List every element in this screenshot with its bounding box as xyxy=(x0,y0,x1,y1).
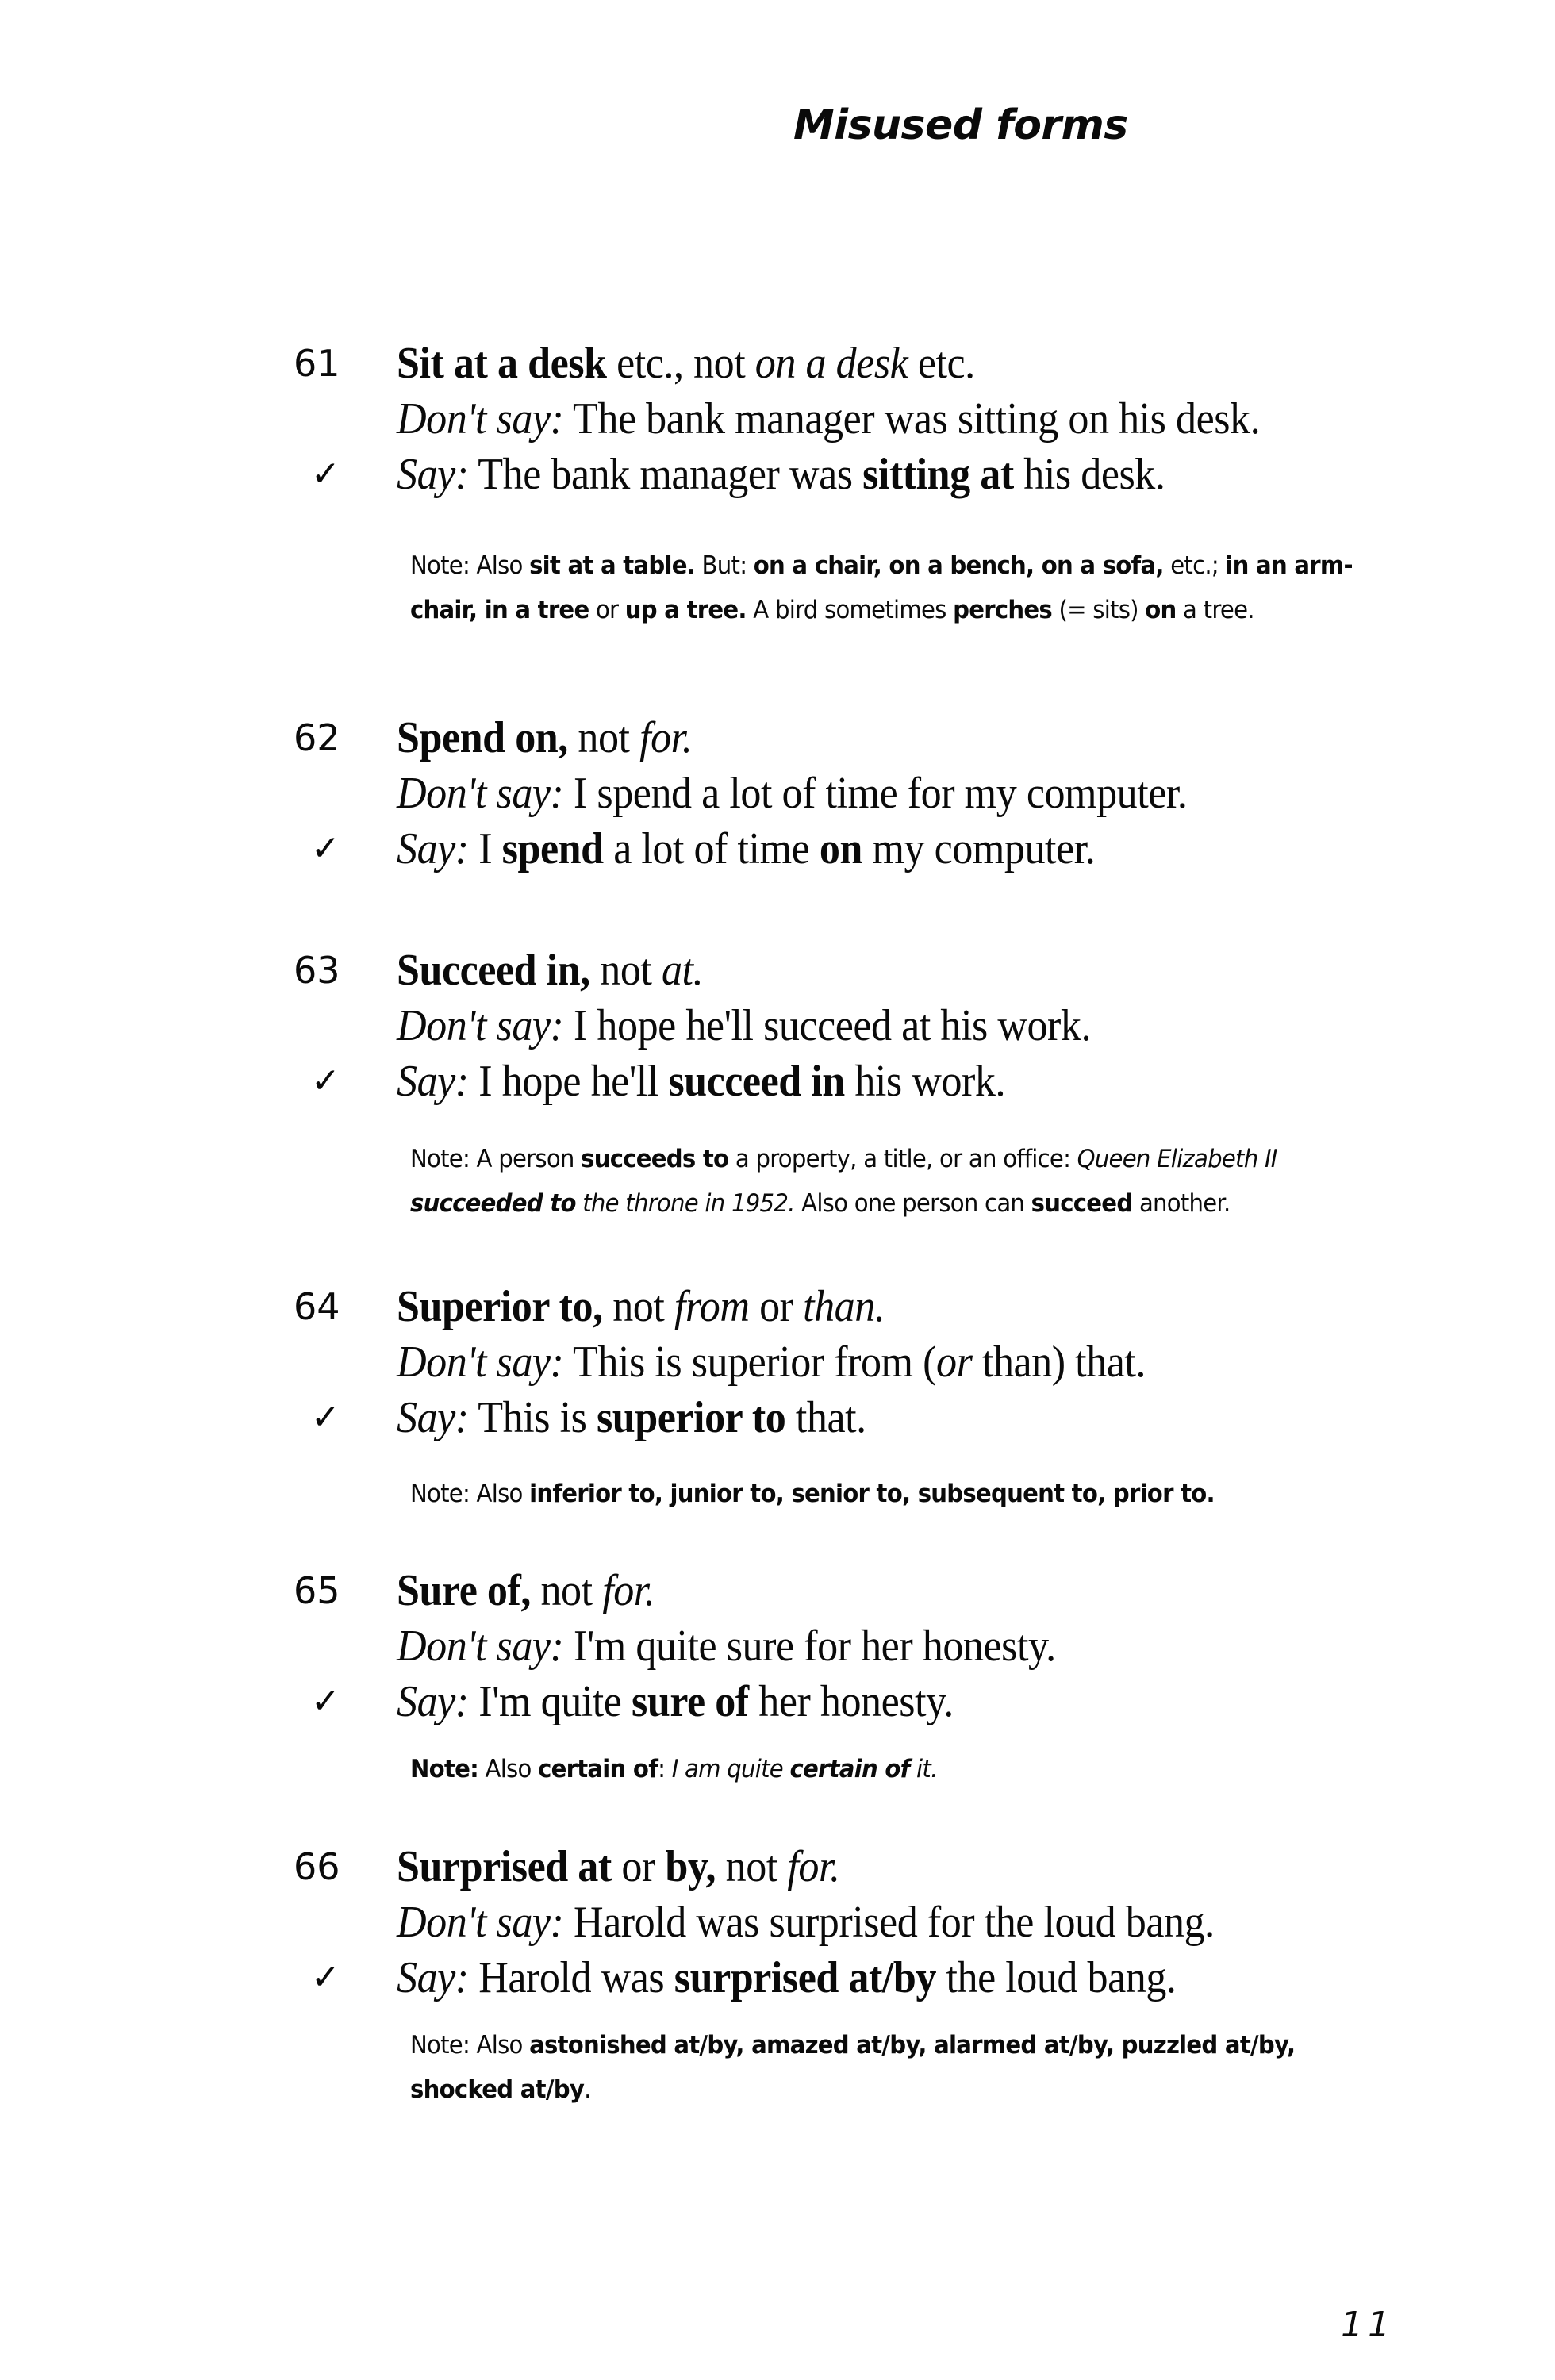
dont-say-example xyxy=(397,766,1187,821)
text-run: This is superior from ( xyxy=(563,1338,937,1387)
text-run: Note: A person xyxy=(410,1145,582,1173)
text-run: Also xyxy=(478,1755,539,1783)
text-run: Say: xyxy=(397,1057,469,1106)
text-run: not xyxy=(589,946,662,995)
text-run: Superior to, xyxy=(397,1282,603,1331)
checkmark-icon: ✓ xyxy=(311,828,340,869)
text-run: her honesty. xyxy=(748,1677,954,1726)
checkmark-icon: ✓ xyxy=(311,1681,340,1722)
text-run: But: xyxy=(695,551,754,580)
text-run: Say: xyxy=(397,824,469,873)
text-run: The bank manager was sitting on his desk. xyxy=(563,394,1261,443)
text-run: Don't say: xyxy=(397,1622,564,1671)
text-run: not xyxy=(567,713,640,762)
text-run: the loud bang. xyxy=(935,1953,1177,2002)
entry-number: 61 xyxy=(294,342,340,385)
text-run: superior to xyxy=(596,1393,786,1442)
entry-number: 63 xyxy=(294,949,340,992)
text-run: Harold was surprised for the loud bang. xyxy=(563,1898,1215,1947)
entry-number: 62 xyxy=(294,716,340,759)
text-run: my computer. xyxy=(862,824,1096,873)
dont-say-example xyxy=(397,391,1260,447)
text-run: etc., not xyxy=(606,339,755,388)
entry-65 xyxy=(0,1563,1555,1783)
text-run: not xyxy=(602,1282,674,1331)
dont-say-example xyxy=(397,1618,1056,1674)
text-run: This is xyxy=(468,1393,597,1442)
text-run: I'm quite xyxy=(468,1677,632,1726)
text-run: the throne in 1952. xyxy=(575,1189,795,1218)
say-example xyxy=(397,821,1095,877)
text-run: his work. xyxy=(844,1057,1006,1106)
rule-heading xyxy=(397,336,975,391)
dont-say-example xyxy=(397,1334,1146,1390)
text-run: it. xyxy=(909,1755,938,1783)
text-run: Note: Also xyxy=(410,551,530,580)
dont-say-example xyxy=(397,998,1091,1054)
rule-heading xyxy=(397,1563,655,1618)
text-run: Don't say: xyxy=(397,1338,564,1387)
text-run: A bird sometimes xyxy=(746,596,954,624)
text-run: a property, a title, or an office: xyxy=(728,1145,1077,1173)
text-run: not xyxy=(716,1842,788,1891)
text-run: for. xyxy=(639,713,693,762)
text-run: : xyxy=(658,1755,672,1783)
dont-say-example xyxy=(397,1894,1215,1950)
text-run: or xyxy=(749,1282,804,1331)
text-run: Queen Elizabeth II xyxy=(1077,1145,1277,1173)
checkmark-icon: ✓ xyxy=(311,454,340,494)
text-run: I am quite xyxy=(671,1755,790,1783)
text-run: I spend a lot of time for my computer. xyxy=(563,769,1188,818)
usage-note xyxy=(410,1472,1402,1516)
text-run: I xyxy=(468,824,502,873)
text-run: (= sits) xyxy=(1051,596,1146,624)
rule-heading xyxy=(397,1839,840,1894)
text-run: Don't say: xyxy=(397,769,564,818)
entry-62 xyxy=(0,710,1555,877)
text-run: succeed in xyxy=(668,1057,845,1106)
text-run: another. xyxy=(1132,1189,1231,1218)
text-run: Don't say: xyxy=(397,1001,564,1050)
text-run: Also one person can xyxy=(794,1189,1031,1218)
text-run: I hope he'll succeed at his work. xyxy=(563,1001,1092,1050)
text-run: on xyxy=(819,824,862,873)
text-run: by, xyxy=(665,1842,716,1891)
text-run: Don't say: xyxy=(397,394,564,443)
text-run: Say: xyxy=(397,1953,469,2002)
text-run: I'm quite sure for her honesty. xyxy=(563,1622,1056,1671)
text-run: spend xyxy=(501,824,604,873)
text-run: Harold was xyxy=(468,1953,674,2002)
text-run: on a chair, on a bench, on a sofa, xyxy=(753,551,1164,580)
text-run: etc.; xyxy=(1163,551,1226,580)
say-example xyxy=(397,1950,1176,2006)
page-number: 11 xyxy=(1341,2305,1395,2345)
text-run: or xyxy=(936,1338,973,1387)
usage-note xyxy=(410,2023,1402,2112)
text-run: a lot of time xyxy=(603,824,820,873)
text-run: a tree. xyxy=(1176,596,1254,624)
text-run: succeeded to xyxy=(410,1189,576,1218)
text-run: . xyxy=(584,2075,591,2104)
entry-number: 66 xyxy=(294,1845,340,1888)
text-run: on a desk xyxy=(754,339,908,388)
text-run: Sit at a desk xyxy=(397,339,607,388)
text-run: succeeds to xyxy=(581,1145,729,1173)
text-run: inferior to, junior to, senior to, subsequent to, prior to. xyxy=(529,1480,1215,1508)
text-run: his desk. xyxy=(1013,450,1165,499)
entry-number: 65 xyxy=(294,1569,340,1612)
entry-64 xyxy=(0,1279,1555,1508)
text-run: succeed xyxy=(1031,1189,1133,1218)
text-run: or xyxy=(589,596,625,624)
text-run: The bank manager was xyxy=(468,450,863,499)
text-run: surprised at/by xyxy=(674,1953,936,2002)
text-run: or xyxy=(611,1842,666,1891)
say-example xyxy=(397,1390,866,1445)
text-run: that. xyxy=(785,1393,866,1442)
text-run: Surprised at xyxy=(397,1842,612,1891)
text-run: Note: Also xyxy=(410,1480,530,1508)
text-run: Spend on, xyxy=(397,713,568,762)
text-run: on xyxy=(1145,596,1177,624)
text-run: Say: xyxy=(397,1677,469,1726)
text-run: in an arm-chair, in a tree xyxy=(410,551,1353,624)
text-run: from xyxy=(674,1282,750,1331)
usage-note xyxy=(410,1747,1402,1791)
text-run: for. xyxy=(602,1566,655,1615)
text-run: certain of xyxy=(789,1755,910,1783)
usage-note xyxy=(410,543,1402,632)
text-run: at. xyxy=(661,946,704,995)
entry-63 xyxy=(0,942,1555,1218)
say-example xyxy=(397,1674,954,1729)
text-run: Succeed in, xyxy=(397,946,590,995)
text-run: than. xyxy=(803,1282,885,1331)
text-run: etc. xyxy=(908,339,975,388)
checkmark-icon: ✓ xyxy=(311,1061,340,1101)
entry-61 xyxy=(0,336,1555,624)
text-run: astonished at/by, amazed at/by, alarmed at/by, puzzled at/by, shocked at/by xyxy=(410,2031,1296,2104)
say-example xyxy=(397,447,1165,502)
rule-heading xyxy=(397,942,703,998)
checkmark-icon: ✓ xyxy=(311,1957,340,1998)
text-run: sitting at xyxy=(862,450,1014,499)
text-run: Note: Also xyxy=(410,2031,530,2059)
text-run: sure of xyxy=(632,1677,749,1726)
text-run: not xyxy=(530,1566,603,1615)
entry-number: 64 xyxy=(294,1285,340,1328)
text-run: Note: xyxy=(410,1755,478,1783)
text-run: I hope he'll xyxy=(468,1057,669,1106)
rule-heading xyxy=(397,1279,885,1334)
text-run: up a tree. xyxy=(624,596,747,624)
text-run: perches xyxy=(953,596,1052,624)
text-run: Say: xyxy=(397,450,469,499)
text-run: certain of xyxy=(538,1755,658,1783)
running-head: Misused forms xyxy=(793,102,1128,149)
text-run: Don't say: xyxy=(397,1898,564,1947)
text-run: Sure of, xyxy=(397,1566,531,1615)
entry-66 xyxy=(0,1839,1555,2104)
say-example xyxy=(397,1054,1005,1109)
rule-heading xyxy=(397,710,692,766)
usage-note xyxy=(410,1137,1402,1226)
text-run: than) that. xyxy=(972,1338,1146,1387)
checkmark-icon: ✓ xyxy=(311,1397,340,1438)
text-run: sit at a table. xyxy=(529,551,696,580)
text-run: Say: xyxy=(397,1393,469,1442)
text-run: for. xyxy=(787,1842,840,1891)
